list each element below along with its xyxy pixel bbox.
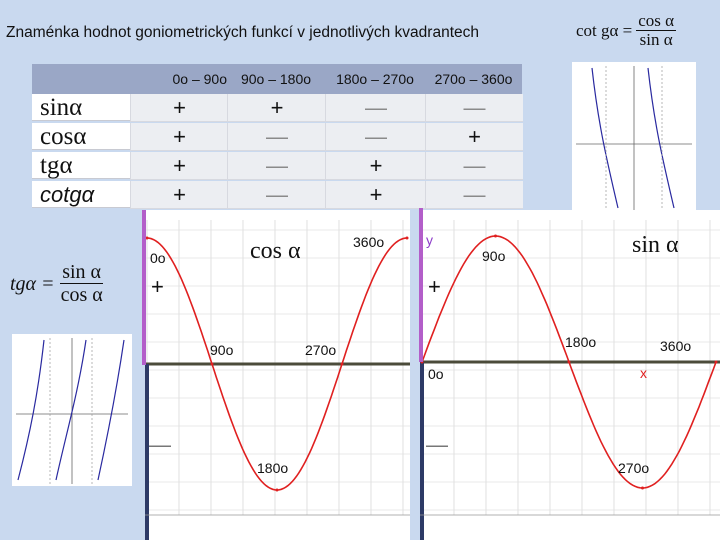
table-row: [32, 152, 522, 180]
sin-minus-mark: —: [426, 432, 448, 457]
sign-table: [32, 64, 522, 212]
table-row: [32, 94, 522, 122]
sign-cell: +: [325, 181, 426, 209]
cos-label-90: 90o: [210, 342, 234, 358]
data-point: [715, 361, 718, 364]
sin-chart: [420, 210, 720, 540]
sign-cell: —: [425, 94, 523, 122]
data-point: [341, 363, 344, 366]
sin-chart-panel: [420, 210, 720, 540]
table-header-q4: 270o – 360o: [425, 64, 522, 94]
cos-minus-mark: —: [149, 432, 171, 457]
sign-cell: +: [425, 123, 523, 151]
table-header-q3: 180o – 270o: [325, 64, 425, 94]
sign-cell: —: [227, 152, 326, 180]
cos-plus-mark: +: [151, 274, 164, 299]
sign-cell: +: [130, 94, 228, 122]
sin-label-180: 180o: [565, 334, 597, 350]
data-point: [276, 489, 279, 492]
tg-formula-numerator: sin α: [62, 261, 102, 283]
sin-label-x: x: [640, 365, 647, 381]
sign-cell: —: [325, 94, 426, 122]
sin-label-360: 360o: [660, 338, 692, 354]
sign-cell: —: [227, 123, 326, 151]
sign-cell: —: [325, 123, 426, 151]
cos-label-180: 180o: [257, 460, 289, 476]
sin-plus-mark: +: [428, 274, 441, 299]
sin-label-y: y: [426, 232, 433, 248]
sign-cell: +: [227, 94, 326, 122]
data-point: [211, 363, 214, 366]
tg-formula-denominator: cos α: [60, 284, 103, 306]
function-name: cosα: [32, 123, 130, 150]
sign-cell: +: [325, 152, 426, 180]
sign-cell: +: [130, 123, 228, 151]
data-point: [641, 487, 644, 490]
table-header-q2: 90o – 180o: [227, 64, 325, 94]
cot-graph-thumbnail: [572, 62, 696, 214]
cos-chart-title: cos α: [250, 238, 301, 264]
sin-label-0: 0o: [428, 366, 444, 382]
sin-label-90: 90o: [482, 248, 506, 264]
sign-cell: —: [425, 181, 523, 209]
cot-formula-denominator: sin α: [639, 29, 673, 49]
sign-cell: —: [425, 152, 523, 180]
function-name: cotgα: [32, 181, 130, 208]
cot-formula-lhs: cot gα =: [576, 20, 633, 40]
function-name: sinα: [32, 94, 130, 121]
data-point: [406, 237, 409, 240]
table-row: [32, 123, 522, 151]
sign-cell: +: [130, 152, 228, 180]
sign-cell: —: [227, 181, 326, 209]
cos-chart-panel: [145, 210, 410, 540]
cos-left-marker: [142, 210, 146, 365]
cot-formula: [576, 12, 676, 50]
table-row: [32, 181, 522, 209]
data-point: [568, 361, 571, 364]
sign-cell: +: [130, 181, 228, 209]
sin-label-270: 270o: [618, 460, 650, 476]
tg-graph-thumbnail: [12, 334, 132, 486]
tg-formula-lhs: tgα =: [10, 272, 55, 295]
cos-label-270: 270o: [305, 342, 337, 358]
cos-label-360: 360o: [353, 234, 385, 250]
slide-title: Znaménka hodnot goniometrických funkcí v jednotlivých kvadrantech: [6, 24, 479, 41]
cot-formula-numerator: cos α: [638, 11, 675, 30]
function-name: tgα: [32, 152, 130, 179]
table-header-q1: 0o – 90o: [130, 64, 227, 94]
sin-chart-title: sin α: [632, 232, 679, 258]
table-header-blank: [32, 64, 130, 94]
cos-label-0: 0o: [150, 250, 166, 266]
data-point: [494, 235, 497, 238]
tg-formula: [10, 262, 105, 306]
sin-left-marker: [419, 208, 423, 362]
